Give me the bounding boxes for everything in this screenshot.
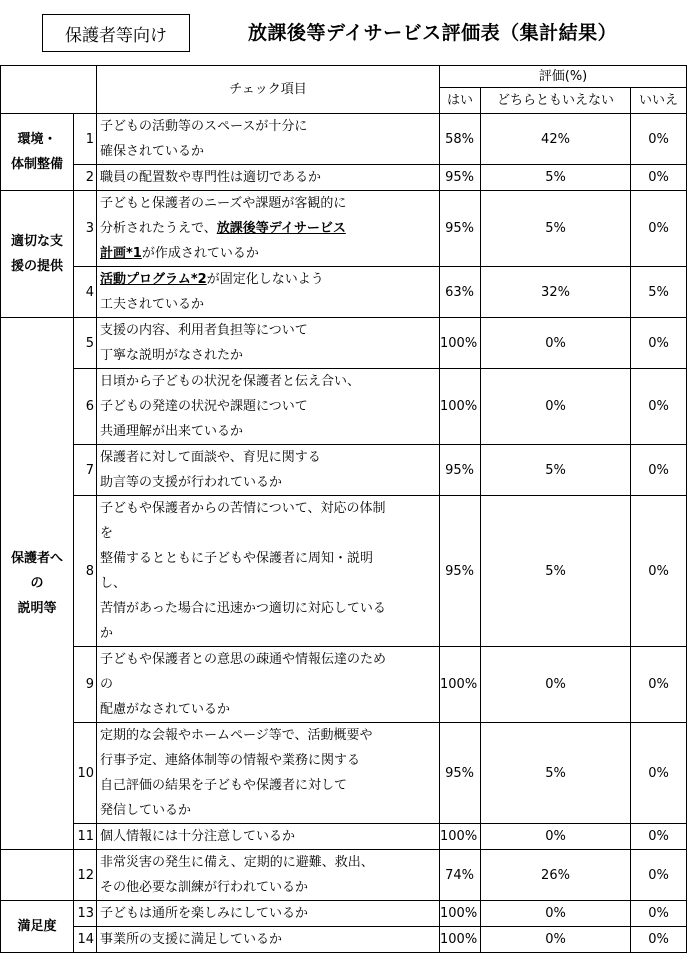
category-line: の: [30, 576, 44, 591]
item-text: [97, 318, 440, 369]
item-line: その他必要な訓練が行われているか: [100, 880, 309, 895]
table-row: [1, 927, 687, 953]
item-text: [97, 114, 440, 165]
category-support: [1, 191, 74, 318]
item-line: 子どもや保護者からの苦情について、対応の体制: [100, 501, 386, 516]
value-neither: 5%: [481, 723, 631, 824]
header-no: いいえ: [631, 88, 687, 114]
value-yes: 100%: [440, 824, 481, 850]
item-number: 3: [74, 191, 97, 267]
item-number: 9: [74, 647, 97, 723]
item-text: [97, 723, 440, 824]
item-number: 13: [74, 901, 97, 927]
item-text: [97, 267, 440, 318]
table-row: [1, 369, 687, 445]
value-neither: 0%: [481, 647, 631, 723]
value-yes: 95%: [440, 496, 481, 647]
item-line: 配慮がなされているか: [100, 702, 231, 717]
table-row: [1, 191, 687, 267]
item-line: 工夫されているか: [100, 297, 205, 312]
table-row: [1, 318, 687, 369]
item-line: を: [100, 526, 114, 541]
audience-label: 保護者等向け: [42, 14, 190, 52]
item-number: 5: [74, 318, 97, 369]
item-line: 行事予定、連絡体制等の情報や業務に関する: [100, 753, 361, 768]
item-line: 子どもの発達の状況や課題について: [100, 399, 308, 414]
value-yes: 95%: [440, 165, 481, 191]
value-no: 0%: [631, 114, 687, 165]
value-no: 0%: [631, 369, 687, 445]
value-neither: 0%: [481, 927, 631, 953]
value-no: 5%: [631, 267, 687, 318]
value-no: 0%: [631, 496, 687, 647]
value-yes: 100%: [440, 647, 481, 723]
item-text: [97, 850, 440, 901]
value-yes: 100%: [440, 927, 481, 953]
value-neither: 26%: [481, 850, 631, 901]
category-line: 適切な支: [10, 234, 63, 249]
table-row: [1, 267, 687, 318]
table-row: [1, 647, 687, 723]
header-yes: はい: [440, 88, 481, 114]
category-blank: [1, 850, 74, 901]
item-line: [100, 267, 439, 292]
value-neither: 0%: [481, 318, 631, 369]
category-line: 体制整備: [10, 157, 63, 172]
table-row: [1, 114, 687, 165]
value-yes: 63%: [440, 267, 481, 318]
item-text: [97, 496, 440, 647]
value-yes: 95%: [440, 723, 481, 824]
value-no: 0%: [631, 850, 687, 901]
item-line: か: [100, 626, 114, 641]
item-number: 10: [74, 723, 97, 824]
value-yes: 74%: [440, 850, 481, 901]
item-line: 子どもと保護者のニーズや課題が客観的に: [100, 196, 347, 211]
item-text: [97, 165, 440, 191]
item-line: の: [100, 677, 114, 692]
value-neither: 0%: [481, 369, 631, 445]
table-row: [1, 165, 687, 191]
item-line: 整備するとともに子どもや保護者に周知・説明: [100, 551, 374, 566]
item-text: [97, 901, 440, 927]
value-yes: 100%: [440, 318, 481, 369]
value-neither: 5%: [481, 191, 631, 267]
service-plan-term: 放課後等デイサービス: [216, 221, 346, 236]
value-no: 0%: [631, 318, 687, 369]
item-line-part: 分析されたうえで、: [100, 221, 217, 236]
value-yes: 100%: [440, 369, 481, 445]
value-no: 0%: [631, 165, 687, 191]
value-neither: 32%: [481, 267, 631, 318]
item-line: 定期的な会報やホームページ等で、活動概要や: [100, 728, 373, 743]
item-line: 保護者に対して面談や、育児に関する: [100, 450, 321, 465]
item-line-part: が固定化しないよう: [206, 272, 324, 287]
value-no: 0%: [631, 723, 687, 824]
item-line: 自己評価の結果を子どもや保護者に対して: [100, 778, 348, 793]
item-line: 日頃から子どもの状況を保護者と伝え合い、: [100, 374, 361, 389]
category-line: 保護者へ: [10, 551, 63, 566]
value-yes: 100%: [440, 901, 481, 927]
table-row: [1, 445, 687, 496]
item-number: 7: [74, 445, 97, 496]
table-row: [1, 723, 687, 824]
item-line: [100, 216, 439, 241]
item-line: 丁寧な説明がなされたか: [100, 348, 244, 363]
item-number: 14: [74, 927, 97, 953]
category-line: 満足度: [17, 919, 57, 934]
header-blank-cell: [1, 66, 97, 114]
category-satisfaction: [1, 901, 74, 953]
item-number: 11: [74, 824, 97, 850]
header-neither: どちらともいえない: [481, 88, 631, 114]
item-number: 4: [74, 267, 97, 318]
item-text: [97, 927, 440, 953]
item-number: 2: [74, 165, 97, 191]
category-explanation: [1, 318, 74, 850]
page-title: 放課後等デイサービス評価表（集計結果）: [248, 22, 618, 44]
item-text: [97, 647, 440, 723]
value-no: 0%: [631, 191, 687, 267]
item-text: [97, 824, 440, 850]
item-line: 職員の配置数や専門性は適切であるか: [100, 170, 322, 185]
header-row-top: [1, 66, 687, 88]
item-line: 非常災害の発生に備え、定期的に避難、救出、: [100, 855, 374, 870]
item-line: 支援の内容、利用者負担等について: [100, 323, 308, 338]
value-yes: 95%: [440, 191, 481, 267]
item-line: 個人情報には十分注意しているか: [100, 829, 296, 844]
value-neither: 0%: [481, 901, 631, 927]
item-line: 苦情があった場合に迅速かつ適切に対応している: [100, 601, 386, 616]
value-no: 0%: [631, 927, 687, 953]
item-number: 1: [74, 114, 97, 165]
item-line: 子どもは通所を楽しみにしているか: [100, 906, 309, 921]
item-line: し、: [100, 576, 127, 591]
value-no: 0%: [631, 901, 687, 927]
category-line: 説明等: [17, 601, 57, 616]
table-row: [1, 824, 687, 850]
table-row: [1, 496, 687, 647]
item-line-part: が作成されているか: [141, 246, 259, 261]
item-line: 子どもや保護者との意思の疎通や情報伝達のため: [100, 652, 387, 667]
item-line: [100, 241, 439, 266]
item-line: 確保されているか: [100, 144, 205, 159]
value-neither: 5%: [481, 496, 631, 647]
value-neither: 5%: [481, 445, 631, 496]
item-text: [97, 191, 440, 267]
value-no: 0%: [631, 445, 687, 496]
category-environment: [1, 114, 74, 191]
item-line: 子どもの活動等のスペースが十分に: [100, 119, 308, 134]
table-row: [1, 901, 687, 927]
value-no: 0%: [631, 647, 687, 723]
item-line: 事業所の支援に満足しているか: [100, 932, 283, 947]
item-text: [97, 369, 440, 445]
value-neither: 42%: [481, 114, 631, 165]
value-yes: 58%: [440, 114, 481, 165]
activity-program-term: 活動プログラム*2: [100, 272, 207, 287]
item-text: [97, 445, 440, 496]
item-number: 8: [74, 496, 97, 647]
value-yes: 95%: [440, 445, 481, 496]
item-line: 助言等の支援が行われているか: [100, 475, 283, 490]
category-line: 援の提供: [10, 259, 63, 274]
value-no: 0%: [631, 824, 687, 850]
category-line: 環境・: [17, 132, 57, 147]
header-evaluation: 評価(%): [440, 66, 687, 88]
plan-footnote-term: 計画*1: [100, 246, 142, 261]
value-neither: 5%: [481, 165, 631, 191]
item-line: 発信しているか: [100, 803, 192, 818]
header-check-items: チェック項目: [97, 66, 440, 114]
item-line: 共通理解が出来ているか: [100, 424, 244, 439]
item-number: 6: [74, 369, 97, 445]
value-neither: 0%: [481, 824, 631, 850]
table-row: [1, 850, 687, 901]
item-number: 12: [74, 850, 97, 901]
evaluation-table: [0, 65, 687, 953]
